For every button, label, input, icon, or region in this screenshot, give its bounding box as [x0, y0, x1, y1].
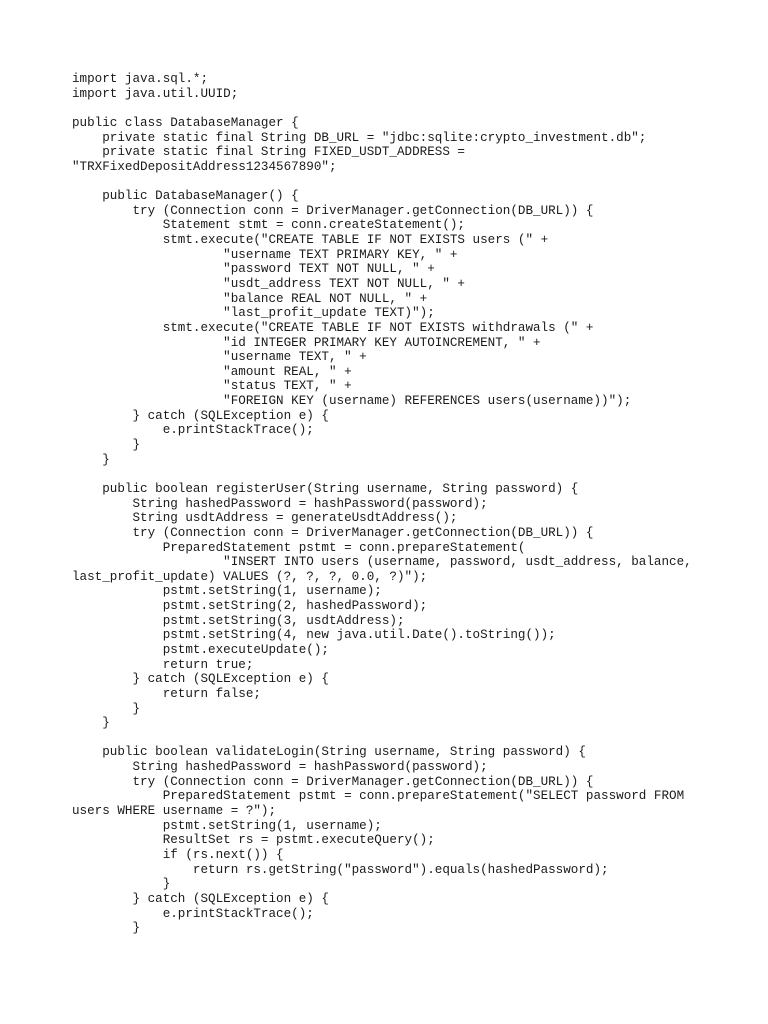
code-line: last_profit_update) VALUES (?, ?, ?, 0.0, ?)");	[72, 569, 428, 584]
code-line: users WHERE username = ?");	[72, 804, 277, 819]
code-line: PreparedStatement pstmt = conn.prepareStatement("SELECT password FROM	[72, 789, 685, 804]
code-line: } catch (SQLException e) {	[72, 891, 329, 906]
code-line: }	[72, 438, 141, 453]
code-line: return false;	[72, 686, 261, 701]
code-line: public boolean registerUser(String username, String password) {	[72, 481, 579, 496]
code-line: "id INTEGER PRIMARY KEY AUTOINCREMENT, " +	[72, 335, 541, 350]
code-line: }	[72, 877, 171, 892]
code-line: import java.sql.*;	[72, 72, 209, 86]
code-line: "status TEXT, " +	[72, 379, 352, 394]
code-line: try (Connection conn = DriverManager.getConnection(DB_URL)) {	[72, 203, 594, 218]
code-line: "FOREIGN KEY (username) REFERENCES users(username))");	[72, 394, 632, 409]
code-line: pstmt.setString(1, username);	[72, 818, 382, 833]
code-line: } catch (SQLException e) {	[72, 672, 329, 687]
code-line: "balance REAL NOT NULL, " +	[72, 291, 428, 306]
code-line: return true;	[72, 657, 254, 672]
code-line: public DatabaseManager() {	[72, 189, 299, 204]
code-line: "usdt_address TEXT NOT NULL, " +	[72, 276, 465, 291]
code-line: }	[72, 716, 110, 731]
code-line: ResultSet rs = pstmt.executeQuery();	[72, 833, 435, 848]
code-line: public class DatabaseManager {	[72, 115, 299, 130]
code-line: Statement stmt = conn.createStatement();	[72, 218, 465, 233]
code-line	[72, 467, 712, 482]
code-line: PreparedStatement pstmt = conn.prepareStatement(	[72, 540, 526, 555]
code-line: try (Connection conn = DriverManager.getConnection(DB_URL)) {	[72, 525, 594, 540]
code-line: "username TEXT PRIMARY KEY, " +	[72, 247, 458, 262]
code-block	[72, 72, 712, 936]
code-line: pstmt.setString(4, new java.util.Date().toString());	[72, 628, 556, 643]
code-line: private static final String DB_URL = "jdbc:sqlite:crypto_investment.db";	[72, 130, 647, 145]
code-line: if (rs.next()) {	[72, 847, 284, 862]
code-line: stmt.execute("CREATE TABLE IF NOT EXISTS withdrawals (" +	[72, 320, 594, 335]
code-line	[72, 174, 712, 189]
code-line: }	[72, 921, 141, 936]
code-line: String hashedPassword = hashPassword(password);	[72, 760, 488, 775]
code-line: } catch (SQLException e) {	[72, 408, 329, 423]
code-line: "TRXFixedDepositAddress1234567890";	[72, 159, 337, 174]
code-line: "last_profit_update TEXT)");	[72, 306, 435, 321]
code-line: private static final String FIXED_USDT_ADDRESS =	[72, 145, 465, 160]
code-line: e.printStackTrace();	[72, 906, 314, 921]
code-line: pstmt.setString(2, hashedPassword);	[72, 599, 428, 614]
code-line: "amount REAL, " +	[72, 364, 352, 379]
code-line: pstmt.setString(1, username);	[72, 584, 382, 599]
code-line: "username TEXT, " +	[72, 350, 367, 365]
code-line: "INSERT INTO users (username, password, usdt_address, balance,	[72, 555, 692, 570]
code-line: }	[72, 452, 110, 467]
code-line: e.printStackTrace();	[72, 423, 314, 438]
code-line: "password TEXT NOT NULL, " +	[72, 262, 435, 277]
code-line	[72, 101, 712, 116]
code-line	[72, 731, 712, 746]
code-line: }	[72, 701, 141, 716]
code-line: String hashedPassword = hashPassword(password);	[72, 496, 488, 511]
code-line: import java.util.UUID;	[72, 86, 239, 101]
code-line: pstmt.executeUpdate();	[72, 642, 329, 657]
code-line: pstmt.setString(3, usdtAddress);	[72, 613, 405, 628]
code-line: return rs.getString("password").equals(hashedPassword);	[72, 862, 609, 877]
code-line: String usdtAddress = generateUsdtAddress();	[72, 511, 458, 526]
code-line: try (Connection conn = DriverManager.getConnection(DB_URL)) {	[72, 774, 594, 789]
code-line: stmt.execute("CREATE TABLE IF NOT EXISTS users (" +	[72, 233, 549, 248]
code-line: public boolean validateLogin(String username, String password) {	[72, 745, 586, 760]
